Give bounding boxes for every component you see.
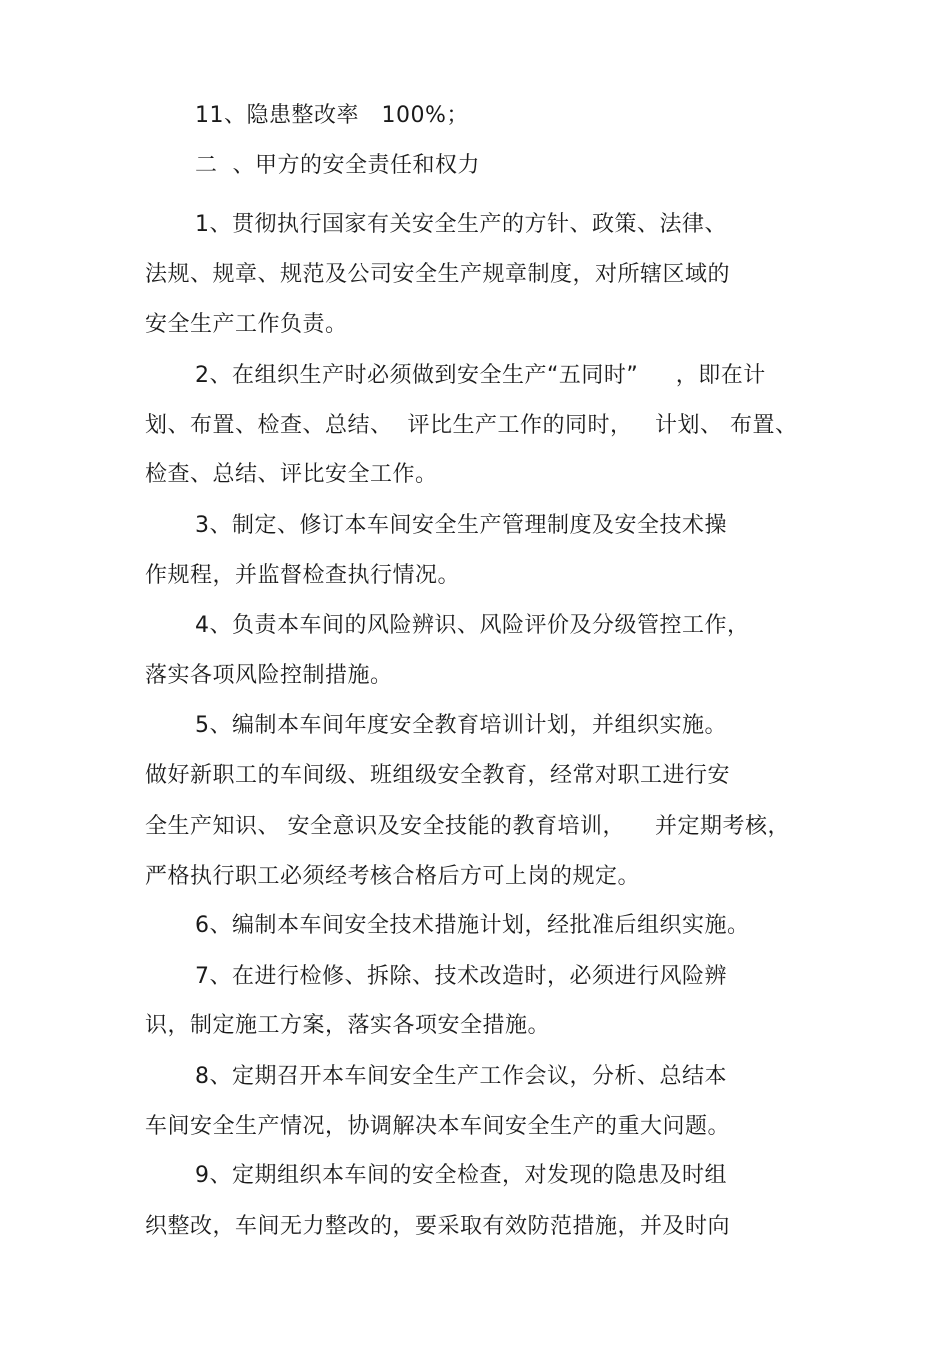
item-3-line-2: 作规程，并监督检查执行情况。: [145, 563, 461, 588]
item-9-line-2: 织整改，车间无力整改的，要采取有效防范措施，并及时向: [145, 1214, 731, 1239]
item-5-line-1: 5、编制本车间年度安全教育培训计划，并组织实施。: [195, 713, 727, 738]
item-6-line-1: 6、编制本车间安全技术措施计划，经批准后组织实施。: [195, 913, 750, 938]
item-2-line-3: 检查、总结、评比安全工作。: [145, 462, 438, 487]
item-2-line-2: 划、布置、检查、总结、 评比生产工作的同时， 计划、 布置、: [145, 413, 798, 438]
item-5-line-4: 严格执行职工必须经考核合格后方可上岗的规定。: [145, 864, 641, 889]
item-5-line-2: 做好新职工的车间级、班组级安全教育，经常对职工进行安: [145, 763, 731, 788]
item-1-line-1: 1、贯彻执行国家有关安全生产的方针、政策、法律、: [195, 212, 727, 237]
item-8-line-2: 车间安全生产情况，协调解决本车间安全生产的重大问题。: [145, 1114, 731, 1139]
item-1-line-3: 安全生产工作负责。: [145, 312, 348, 337]
item-7-line-2: 识，制定施工方案，落实各项安全措施。: [145, 1013, 551, 1038]
section-heading-party-a: 二 、甲方的安全责任和权力: [195, 153, 480, 178]
item-1-line-2: 法规、规章、规范及公司安全生产规章制度，对所辖区域的: [145, 262, 731, 287]
item-2-line-1: 2、在组织生产时必须做到安全生产“五同时” ，即在计: [195, 363, 766, 388]
item-8-line-1: 8、定期召开本车间安全生产工作会议，分析、总结本: [195, 1064, 727, 1089]
item-11-rectification-rate: 11、隐患整改率 100%；: [195, 103, 469, 128]
item-4-line-1: 4、负责本车间的风险辨识、风险评价及分级管控工作，: [195, 613, 750, 638]
item-7-line-1: 7、在进行检修、拆除、技术改造时，必须进行风险辨: [195, 964, 727, 989]
item-4-line-2: 落实各项风险控制措施。: [145, 663, 393, 688]
item-3-line-1: 3、制定、修订本车间安全生产管理制度及安全技术操: [195, 513, 727, 538]
item-5-line-3: 全生产知识、 安全意识及安全技能的教育培训， 并定期考核，: [145, 814, 790, 839]
item-9-line-1: 9、定期组织本车间的安全检查，对发现的隐患及时组: [195, 1163, 727, 1188]
